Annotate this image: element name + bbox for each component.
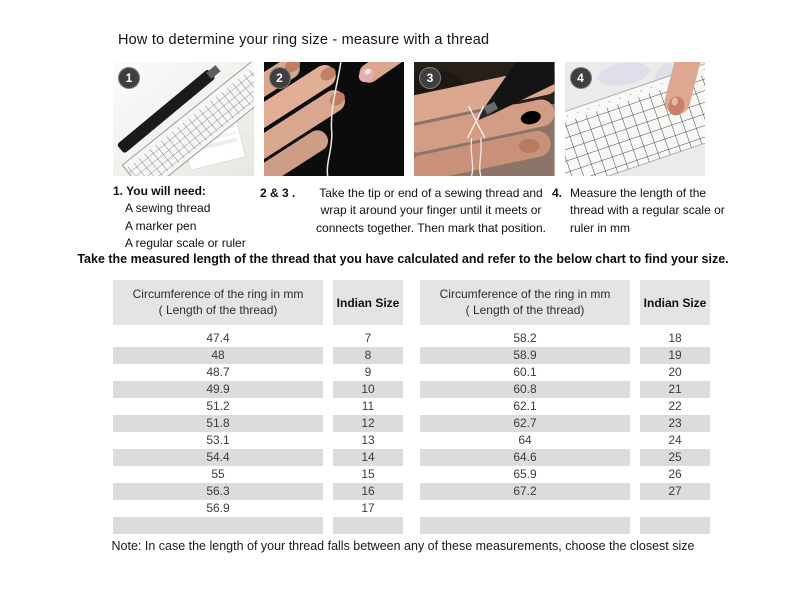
table-row [420,381,710,398]
step-photo-3 [414,62,555,176]
table-row [420,500,710,517]
indian-size-cell: 25 [640,449,710,466]
table-row [113,415,403,432]
note-text: Note: In case the length of your thread falls between any of these measurements, choose the closest size [111,539,695,553]
circumference-cell: 64 [518,433,532,448]
indian-size-cell: 20 [668,365,682,380]
indian-size-cell: 9 [364,365,372,380]
indian-size-cell: 7 [364,331,372,346]
circumference-cell [113,517,323,534]
indian-size-header: Indian Size [333,280,403,325]
step-1-item: A sewing thread [125,201,211,216]
circumference-cell: 49.9 [113,381,323,398]
table-row [420,466,710,483]
step-badge-3: 3 [419,67,441,89]
circumference-cell: 62.1 [513,399,537,414]
indian-size-cell: 15 [361,467,375,482]
step-photo-1 [113,62,254,176]
circumference-cell: 48.7 [206,365,230,380]
circumference-cell: 67.2 [420,483,630,500]
table-row [420,517,710,534]
circumference-cell: 51.8 [113,415,323,432]
indian-size-cell: 17 [361,501,375,516]
step-1-heading: 1. You will need: [113,184,206,198]
circumference-cell: 58.2 [513,331,537,346]
indian-size-cell [333,517,403,534]
indian-size-cell: 22 [668,399,682,414]
step-photo-4 [565,62,706,176]
indian-size-header: Indian Size [640,280,710,325]
indian-size-cell: 24 [668,433,682,448]
circumference-cell: 53.1 [206,433,230,448]
table-row [113,347,403,364]
size-table-body [420,330,710,534]
table-row [420,364,710,381]
table-row [113,432,403,449]
step-1-text [113,183,278,253]
table-row [113,500,403,517]
table-header [420,280,710,325]
indian-size-cell: 26 [668,467,682,482]
table-row [113,330,403,347]
table-row [113,517,403,534]
table-row [113,381,403,398]
table-row [420,432,710,449]
table-row [113,483,403,500]
indian-size-cell [640,500,710,517]
circumference-cell: 62.7 [420,415,630,432]
step-badge-4: 4 [570,67,592,89]
indian-size-cell: 14 [333,449,403,466]
circumference-cell: 51.2 [206,399,230,414]
circumference-cell [420,517,630,534]
indian-size-cell: 8 [333,347,403,364]
indian-size-cell: 12 [333,415,403,432]
indian-size-cell: 18 [668,331,682,346]
table-row [113,449,403,466]
table-header [113,280,403,325]
step-1-item: A marker pen [125,218,197,233]
circumference-cell: 65.9 [513,467,537,482]
size-tables [113,280,710,534]
table-row [420,483,710,500]
circumference-cell: 48 [113,347,323,364]
step-4-body: Measure the length of the thread with a regular scale or ruler in mm [570,186,725,235]
circumference-cell: 60.8 [420,381,630,398]
circumference-cell: 47.4 [206,331,230,346]
circumference-cell: 54.4 [113,449,323,466]
page-title: How to determine your ring size - measure with a thread [118,32,490,48]
indian-size-cell: 10 [333,381,403,398]
photo-strip [113,62,705,176]
indian-size-cell: 27 [640,483,710,500]
size-table-left [113,280,403,534]
step-badge-2: 2 [269,67,291,89]
step-photo-2 [264,62,405,176]
indian-size-cell: 21 [640,381,710,398]
step-2-3-body: Take the tip or end of a sewing thread and wrap it around your finger until it meets or connects together. Then mark that position. [316,186,546,235]
table-row [113,364,403,381]
circumference-header: Circumference of the ring in mm ( Length of the thread) [113,280,323,325]
chart-instruction: Take the measured length of the thread that you have calculated and refer to the below chart to find your size. [77,252,729,266]
table-row [420,449,710,466]
circumference-header: Circumference of the ring in mm ( Length of the thread) [420,280,630,325]
indian-size-cell: 23 [640,415,710,432]
indian-size-cell [640,517,710,534]
step-4-label: 4. [552,186,563,200]
circumference-cell: 56.9 [206,501,230,516]
indian-size-cell: 11 [361,399,375,414]
circumference-cell: 60.1 [513,365,537,380]
step-2-3-text [260,185,556,237]
table-row [420,398,710,415]
circumference-cell: 56.3 [113,483,323,500]
indian-size-cell: 19 [640,347,710,364]
table-row [420,415,710,432]
step-1-item: A regular scale or ruler [125,236,246,251]
table-row [113,398,403,415]
step-2-3-label: 2 & 3 . [260,186,296,200]
step-4-text [552,185,728,237]
size-table-body [113,330,403,534]
table-row [113,466,403,483]
indian-size-cell: 16 [333,483,403,500]
circumference-cell: 58.9 [420,347,630,364]
size-table-right [420,280,710,534]
circumference-cell: 55 [211,467,225,482]
step-badge-1: 1 [118,67,140,89]
circumference-cell: 64.6 [420,449,630,466]
table-row [420,330,710,347]
indian-size-cell: 13 [361,433,375,448]
circumference-cell [420,500,630,517]
table-row [420,347,710,364]
